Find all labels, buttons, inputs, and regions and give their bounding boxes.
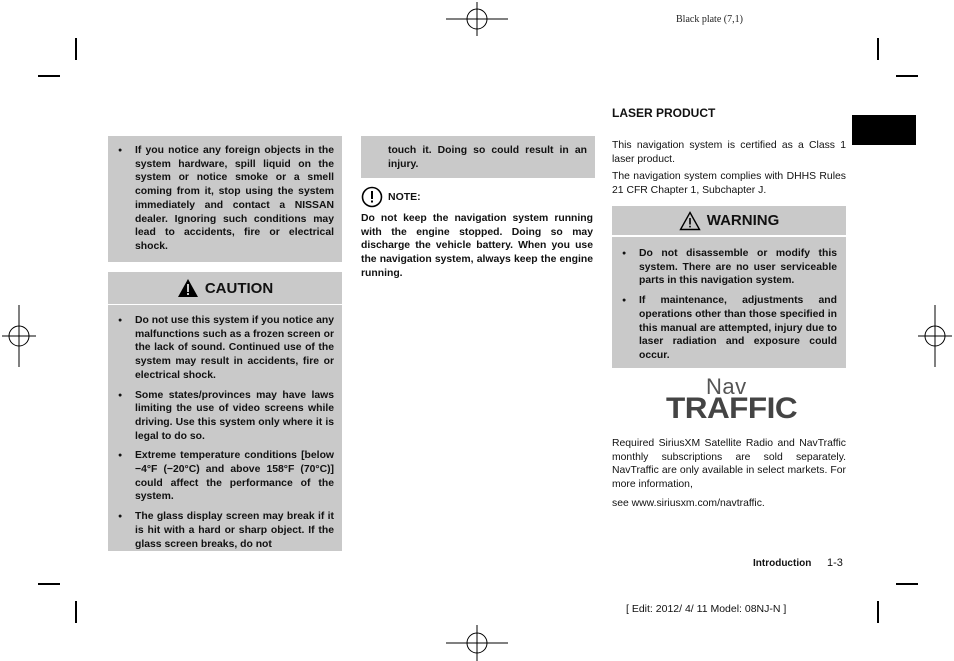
crop-mark xyxy=(896,75,918,77)
list-item: ● Do not disassemble or modify this system. There are no user serviceable parts in this navigation system. xyxy=(612,247,837,288)
crop-mark xyxy=(38,583,60,585)
warning-header xyxy=(612,206,846,235)
caution-continuation-box xyxy=(361,136,595,178)
logo-nav-text: Nav xyxy=(706,374,747,399)
caution-box xyxy=(108,305,342,551)
crop-mark xyxy=(877,601,879,623)
caution-continuation-text: touch it. Doing so could result in an injury. xyxy=(388,145,587,170)
crop-mark xyxy=(896,583,918,585)
list-item: ● If you notice any foreign objects in the system hardware, spill liquid on the system or notice smoke or a smell coming from it, stop using the system immediately and contact a NISSAN dealer. Ignoring such conditions may lead to accidents, fire or electrical shock. xyxy=(108,144,334,254)
registration-mark-left-icon xyxy=(2,305,36,367)
plate-label: Black plate (7,1) xyxy=(676,14,743,25)
subscription-link: see www.siriusxm.com/navtraffic. xyxy=(612,498,765,509)
subscription-paragraph: Required SiriusXM Satellite Radio and NavTraffic monthly subscriptions are sold separately. NavTraffic are only available in select markets. For more information, xyxy=(612,438,846,490)
page-number: 1-3 xyxy=(827,557,843,569)
list-item: ● Extreme temperature conditions [below −4°F (−20°C) and above 158°F (70°C)] could affect the performance of the system. xyxy=(108,449,334,504)
list-item: ● Do not use this system if you notice any malfunctions such as a frozen screen or the lack of sound. Continued use of the system may result in accidents, fire or electrical shock. xyxy=(108,314,334,383)
list-item: ● If maintenance, adjustments and operations other than those specified in this manual are attempted, injury due to laser radiation and exposure could occur. xyxy=(612,294,837,363)
list-item: ● Some states/provinces may have laws limiting the use of video screens while driving. Use this system only where it is legal to do so. xyxy=(108,389,334,444)
warning-box xyxy=(612,237,846,368)
note-title: NOTE: xyxy=(388,191,421,203)
crop-mark xyxy=(38,75,60,77)
navtraffic-logo xyxy=(612,374,846,430)
caution-header xyxy=(108,271,342,304)
edit-info: [ Edit: 2012/ 4/ 11 Model: 08NJ-N ] xyxy=(626,603,787,615)
warning-title: WARNING xyxy=(706,212,780,229)
list-item: ● The glass display screen may break if it is hit with a hard or sharp object. If the glass screen breaks, do not xyxy=(108,510,334,551)
warning-triangle-outline-icon xyxy=(679,211,701,231)
caution-title: CAUTION xyxy=(204,279,274,297)
note-text: Do not keep the navigation system running with the engine stopped. Doing so may discharge the vehicle battery. When you use the navigation system, always keep the engine running. xyxy=(361,213,593,279)
note-header xyxy=(361,186,421,208)
intro-warning-box xyxy=(108,136,342,262)
registration-mark-right-icon xyxy=(918,305,952,367)
exclamation-circle-icon xyxy=(361,186,383,208)
registration-mark-top-icon xyxy=(446,2,508,36)
crop-mark xyxy=(75,38,77,60)
crop-mark xyxy=(877,38,879,60)
registration-mark-bottom-icon xyxy=(446,625,508,661)
footer-section: Introduction xyxy=(753,558,812,569)
warning-triangle-icon xyxy=(177,278,199,298)
laser-paragraph-1: This navigation system is certified as a Class 1 laser product. xyxy=(612,140,846,165)
chapter-tab xyxy=(852,115,916,145)
laser-paragraph-2: The navigation system complies with DHHS Rules 21 CFR Chapter 1, Subchapter J. xyxy=(612,171,846,196)
section-title: LASER PRODUCT xyxy=(612,106,716,120)
crop-mark xyxy=(75,601,77,623)
logo-traffic-text: TRAFFIC xyxy=(666,392,798,425)
